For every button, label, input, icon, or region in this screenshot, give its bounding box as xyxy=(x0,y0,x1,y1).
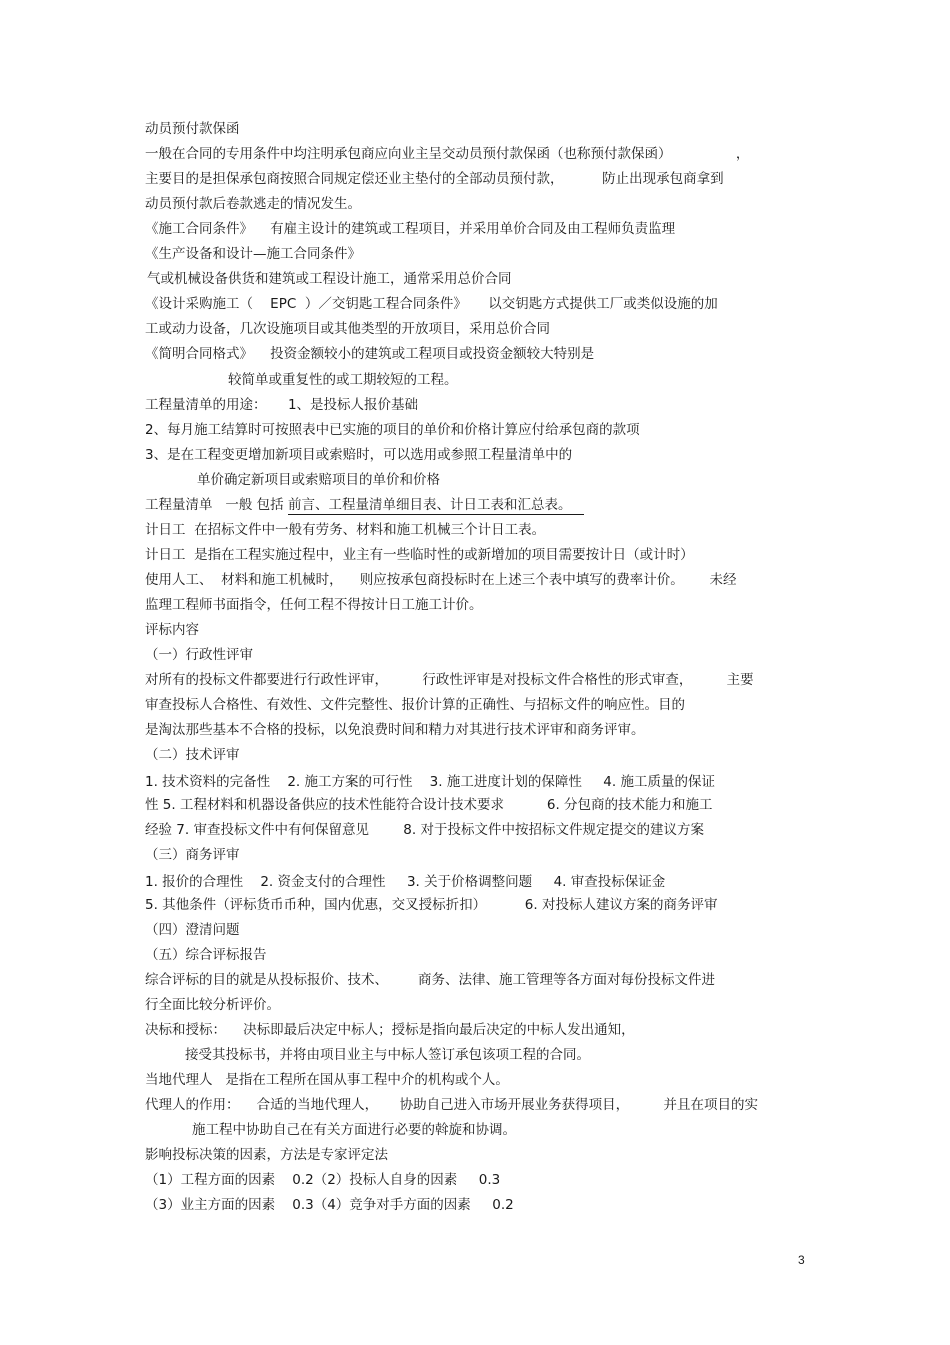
text-line xyxy=(145,596,483,614)
text-line xyxy=(145,546,694,564)
text-line xyxy=(145,773,715,791)
text-line-content: 代理人的作用： 合适的当地代理人， 协助自己进入市场开展业务获得项目， 并且在项目的实 xyxy=(145,1097,758,1113)
text-line xyxy=(145,621,199,639)
text-line-content: 决标和授标： 决标即最后决定中标人；授标是指向最后决定的中标人发出通知， xyxy=(145,1022,635,1038)
text-line-content: （三）商务评审 xyxy=(145,847,240,863)
text-line-content: 一般在合同的专用条件中均注明承包商应向业主呈交动员预付款保函（也称预付款保函） ， xyxy=(145,146,750,162)
text-line xyxy=(145,873,665,891)
text-line-content: 行全面比较分析评价。 xyxy=(145,997,280,1013)
text-line xyxy=(197,471,440,489)
text-line-content: （四）澄清问题 xyxy=(145,922,240,938)
text-line-content: 经验 7. 审查投标文件中有何保留意见 8. 对于投标文件中按招标文件规定提交的建议方案 xyxy=(145,822,704,838)
text-line-content: （五）综合评标报告 xyxy=(145,947,267,963)
text-line-content: 《生产设备和设计—施工合同条件》 xyxy=(145,246,361,262)
text-line-content: 主要目的是担保承包商按照合同规定偿还业主垫付的全部动员预付款， 防止出现承包商拿到 xyxy=(145,171,724,187)
text-line xyxy=(145,1096,758,1114)
text-line xyxy=(145,646,253,664)
text-line xyxy=(145,721,645,739)
text-line-content: （3）业主方面的因素 0.3（4）竞争对手方面的因素 0.2 xyxy=(145,1197,514,1213)
text-line xyxy=(145,345,594,363)
text-line-content: 性 5. 工程材料和机器设备供应的技术性能符合设计技术要求 6. 分包商的技术能力和施工 xyxy=(145,797,713,813)
text-line-content: 工程量清单 一般 包括 xyxy=(145,497,288,513)
text-line-content: 较简单或重复性的或工期较短的工程。 xyxy=(228,372,458,388)
text-line-content: 5. 其他条件（评标货币币种，国内优惠，交叉授标折扣） 6. 对投标人建议方案的商务评审 xyxy=(145,897,718,913)
text-line xyxy=(145,195,361,213)
text-line-content: 《设计采购施工（ EPC ）／交钥匙工程合同条件》 以交钥匙方式提供工厂或类似设施的加 xyxy=(145,296,718,312)
text-line-content: 单价确定新项目或索赔项目的单价和价格 xyxy=(197,472,440,488)
text-line-content: 动员预付款保函 xyxy=(145,121,240,137)
text-line xyxy=(145,921,240,939)
text-line-content: 《简明合同格式》 投资金额较小的建筑或工程项目或投资金额较大特别是 xyxy=(145,346,595,362)
underlined-text: 前言、工程量清单细目表、计日工表和汇总表。 xyxy=(287,497,585,513)
text-line-content: 监理工程师书面指令，任何工程不得按计日工施工计价。 xyxy=(145,597,483,613)
text-line xyxy=(145,946,267,964)
text-line xyxy=(145,1196,514,1214)
text-line xyxy=(145,421,640,439)
text-line xyxy=(145,996,280,1014)
text-line xyxy=(145,971,715,989)
text-line-content: 对所有的投标文件都要进行行政性评审， 行政性评审是对投标文件合格性的形式审查， 主要 xyxy=(145,672,754,688)
text-line xyxy=(145,1146,388,1164)
text-line xyxy=(145,521,545,539)
text-line xyxy=(185,1046,590,1064)
text-line-content: 影响投标决策的因素，方法是专家评定法 xyxy=(145,1147,388,1163)
text-line xyxy=(192,1121,516,1139)
text-line-content: 当地代理人 是指在工程所在国从事工程中介的机构或个人。 xyxy=(145,1072,509,1088)
text-line-content: 综合评标的目的就是从投标报价、技术、 商务、法律、施工管理等各方面对每份投标文件进 xyxy=(145,972,716,988)
text-line xyxy=(145,696,685,714)
text-line xyxy=(145,446,572,464)
text-line-content: 接受其投标书，并将由项目业主与中标人签订承包该项工程的合同。 xyxy=(185,1047,590,1063)
text-line xyxy=(228,371,458,389)
text-line-content: 动员预付款后卷款逃走的情况发生。 xyxy=(145,196,361,212)
text-line-content: 施工程中协助自己在有关方面进行必要的斡旋和协调。 xyxy=(192,1122,516,1138)
text-line xyxy=(145,846,240,864)
text-line-content: 1. 技术资料的完备性 2. 施工方案的可行性 3. 施工进度计划的保障性 4. 施工质量的保证 xyxy=(145,774,715,790)
text-line-content: 工程量清单的用途： 1、是投标人报价基础 xyxy=(145,397,419,413)
page-number: 3 xyxy=(798,1253,805,1267)
text-line xyxy=(145,320,550,338)
text-line-content: 工或动力设备，几次设施项目或其他类型的开放项目，采用总价合同 xyxy=(145,321,550,337)
text-line-content: 计日工 是指在工程实施过程中，业主有一些临时性的或新增加的项目需要按计日（或计时） xyxy=(145,547,694,563)
text-line xyxy=(145,896,717,914)
text-line-content: 是淘汰那些基本不合格的投标，以免浪费时间和精力对其进行技术评审和商务评审。 xyxy=(145,722,645,738)
text-line-content: 1. 报价的合理性 2. 资金支付的合理性 3. 关于价格调整问题 4. 审查投标保证金 xyxy=(145,874,666,890)
text-line-content: 使用人工、 材料和施工机械时， 则应按承包商投标时在上述三个表中填写的费率计价。 未经 xyxy=(145,572,737,588)
text-line-content: 计日工 在招标文件中一般有劳务、材料和施工机械三个计日工表。 xyxy=(145,522,546,538)
text-line xyxy=(145,571,737,589)
text-line xyxy=(145,245,361,263)
text-line-content: 3、是在工程变更增加新项目或索赔时，可以选用或参照工程量清单中的 xyxy=(145,447,573,463)
text-line xyxy=(145,1171,500,1189)
text-line xyxy=(145,796,713,814)
text-line xyxy=(145,1071,509,1089)
text-line xyxy=(145,170,724,188)
text-line-content: 审查投标人合格性、有效性、文件完整性、报价计算的正确性、与招标文件的响应性。目的 xyxy=(145,697,685,713)
text-line xyxy=(145,821,704,839)
text-line-content: 评标内容 xyxy=(145,622,199,638)
text-line xyxy=(145,396,418,414)
text-line xyxy=(145,145,749,163)
text-line-content: （一）行政性评审 xyxy=(145,647,253,663)
text-line xyxy=(145,671,754,689)
text-line-content: （二）技术评审 xyxy=(145,747,240,763)
text-line xyxy=(147,270,512,288)
text-line xyxy=(145,220,675,238)
text-line xyxy=(145,120,240,138)
text-line xyxy=(145,496,584,514)
text-line xyxy=(145,1021,635,1039)
text-line xyxy=(145,295,718,313)
text-line-content: （1）工程方面的因素 0.2（2）投标人自身的因素 0.3 xyxy=(145,1172,501,1188)
text-line xyxy=(145,746,240,764)
text-line-content: 气或机械设备供货和建筑或工程设计施工，通常采用总价合同 xyxy=(147,271,512,287)
text-line-content: 2、每月施工结算时可按照表中已实施的项目的单价和价格计算应付给承包商的款项 xyxy=(145,422,640,438)
text-line-content: 《施工合同条件》 有雇主设计的建筑或工程项目，并采用单价合同及由工程师负责监理 xyxy=(145,221,676,237)
